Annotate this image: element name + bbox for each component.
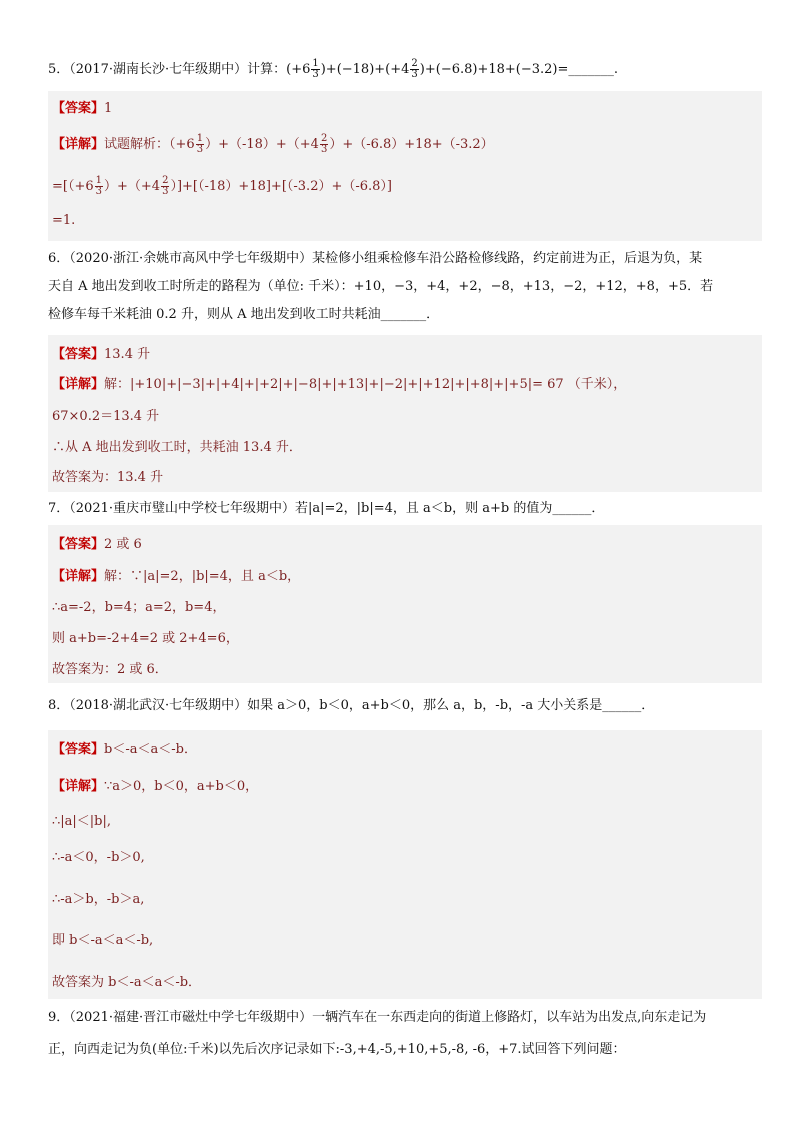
detail-line-2: ∴a=-2，b=4；a=2，b=4， (52, 600, 226, 615)
detail-line-5: 即 b＜-a＜a＜-b, (52, 933, 154, 948)
detail-line-1: 【详解】∵a＞0，b＜0，a+b＜0， (52, 779, 259, 794)
detail-line-3: ∴从 A 地出发到收工时，共耗油 13.4 升． (52, 440, 302, 455)
fraction: $\frac{2}{3}$ (320, 133, 328, 155)
question-6-line-2: 天自 A 地出发到收工时所走的路程为（单位: 千米）：+10，−3，+4，+2，−8，+13，−2，+12，+8，+5．若 (48, 279, 714, 294)
fraction: $\frac{1}{3}$ (196, 133, 204, 155)
detail-line-4: 故答案为：13.4 升 (52, 470, 164, 485)
question-9 (48, 1004, 762, 1064)
detail-line-3: 则 a+b=-2+4=2 或 2+4=6， (52, 631, 239, 646)
question-9-line-2: 正，向西走记为负(单位:千米)以先后次序记录如下:-3,+4,-5,+10,+5,-8, -6，+7.试回答下列问题： (48, 1042, 626, 1057)
question-6-line-3: 检修车每千米耗油 0.2 升，则从 A 地出发到收工时共耗油_______． (48, 307, 440, 322)
detail-line-4: ∴-a＞b，-b＞a, (52, 892, 145, 907)
answer-block-6 (48, 335, 762, 492)
detail-line-1: 【详解】解：∵|a|=2，|b|=4，且 a＜b， (52, 569, 301, 584)
detail-line-4: 故答案为：2 或 6． (52, 662, 168, 677)
answer-line: 【答案】1 (52, 101, 113, 116)
detail-line-1: 【详解】试题解析：（+6 $\frac{1}{3}$ ）+（-18）+（+4 $\frac{2}{3}$ ）+（-6.8）+18+（-3.2） (52, 133, 494, 155)
answer-line: 【答案】2 或 6 (52, 537, 142, 552)
question-8 (48, 692, 762, 720)
answer-line: 【答案】13.4 升 (52, 347, 151, 362)
fraction: $\frac{1}{3}$ (95, 175, 103, 197)
question-8-line-1: 8．（2018·湖北武汉·七年级期中）如果 a＞0，b＜0，a+b＜0，那么 a，b，-b，-a 大小关系是______． (48, 698, 655, 713)
answer-block-7 (48, 525, 762, 683)
answer-block-5 (48, 91, 762, 241)
question-7 (48, 495, 762, 523)
fraction: $\frac{2}{3}$ (411, 58, 418, 80)
detail-line-6: 故答案为 b＜-a＜a＜-b． (52, 975, 202, 990)
detail-line-1: 【详解】解：|+10|+|−3|+|+4|+|+2|+|−8|+|+13|+|−2|+|+12|+|+8|+|+5|= 67 （千米）， (52, 377, 627, 392)
answer-line: 【答案】b＜-a＜a＜-b． (52, 742, 197, 757)
detail-line-3: =1. (52, 213, 76, 228)
detail-line-2: =[（+6 $\frac{1}{3}$ ）+（+4 $\frac{2}{3}$ ）]+[（-18）+18]+[（-3.2）+（-6.8）] (52, 175, 392, 197)
fraction: $\frac{2}{3}$ (162, 175, 169, 197)
detail-line-2: ∴|a|＜|b|, (52, 814, 111, 829)
question-5-line: 5．（2017·湖南长沙·七年级期中）计算：(+6 $\frac{1}{3}$ )+(−18)+(+4 $\frac{2}{3}$ )+(−6.8)+18+(−3.2)=_______. (48, 58, 619, 80)
question-6-line-1: 6．（2020·浙江·余姚市高风中学七年级期中）某检修小组乘检修车沿公路检修线路，约定前进为正，后退为负，某 (48, 251, 703, 266)
question-7-line-1: 7．（2021·重庆市璧山中学校七年级期中）若|a|=2，|b|=4，且 a＜b，则 a+b 的值为______． (48, 501, 605, 516)
answer-block-8 (48, 730, 762, 999)
question-5 (48, 56, 762, 84)
fraction: $\frac{1}{3}$ (312, 58, 319, 80)
question-9-line-1: 9．（2021·福建·晋江市磁灶中学七年级期中）一辆汽车在一东西走向的街道上修路灯，以车站为出发点,向东走记为 (48, 1010, 707, 1025)
detail-line-3: ∴-a＜0，-b＞0, (52, 850, 145, 865)
detail-line-2: 67×0.2＝13.4 升 (52, 409, 160, 424)
question-6 (48, 245, 762, 329)
